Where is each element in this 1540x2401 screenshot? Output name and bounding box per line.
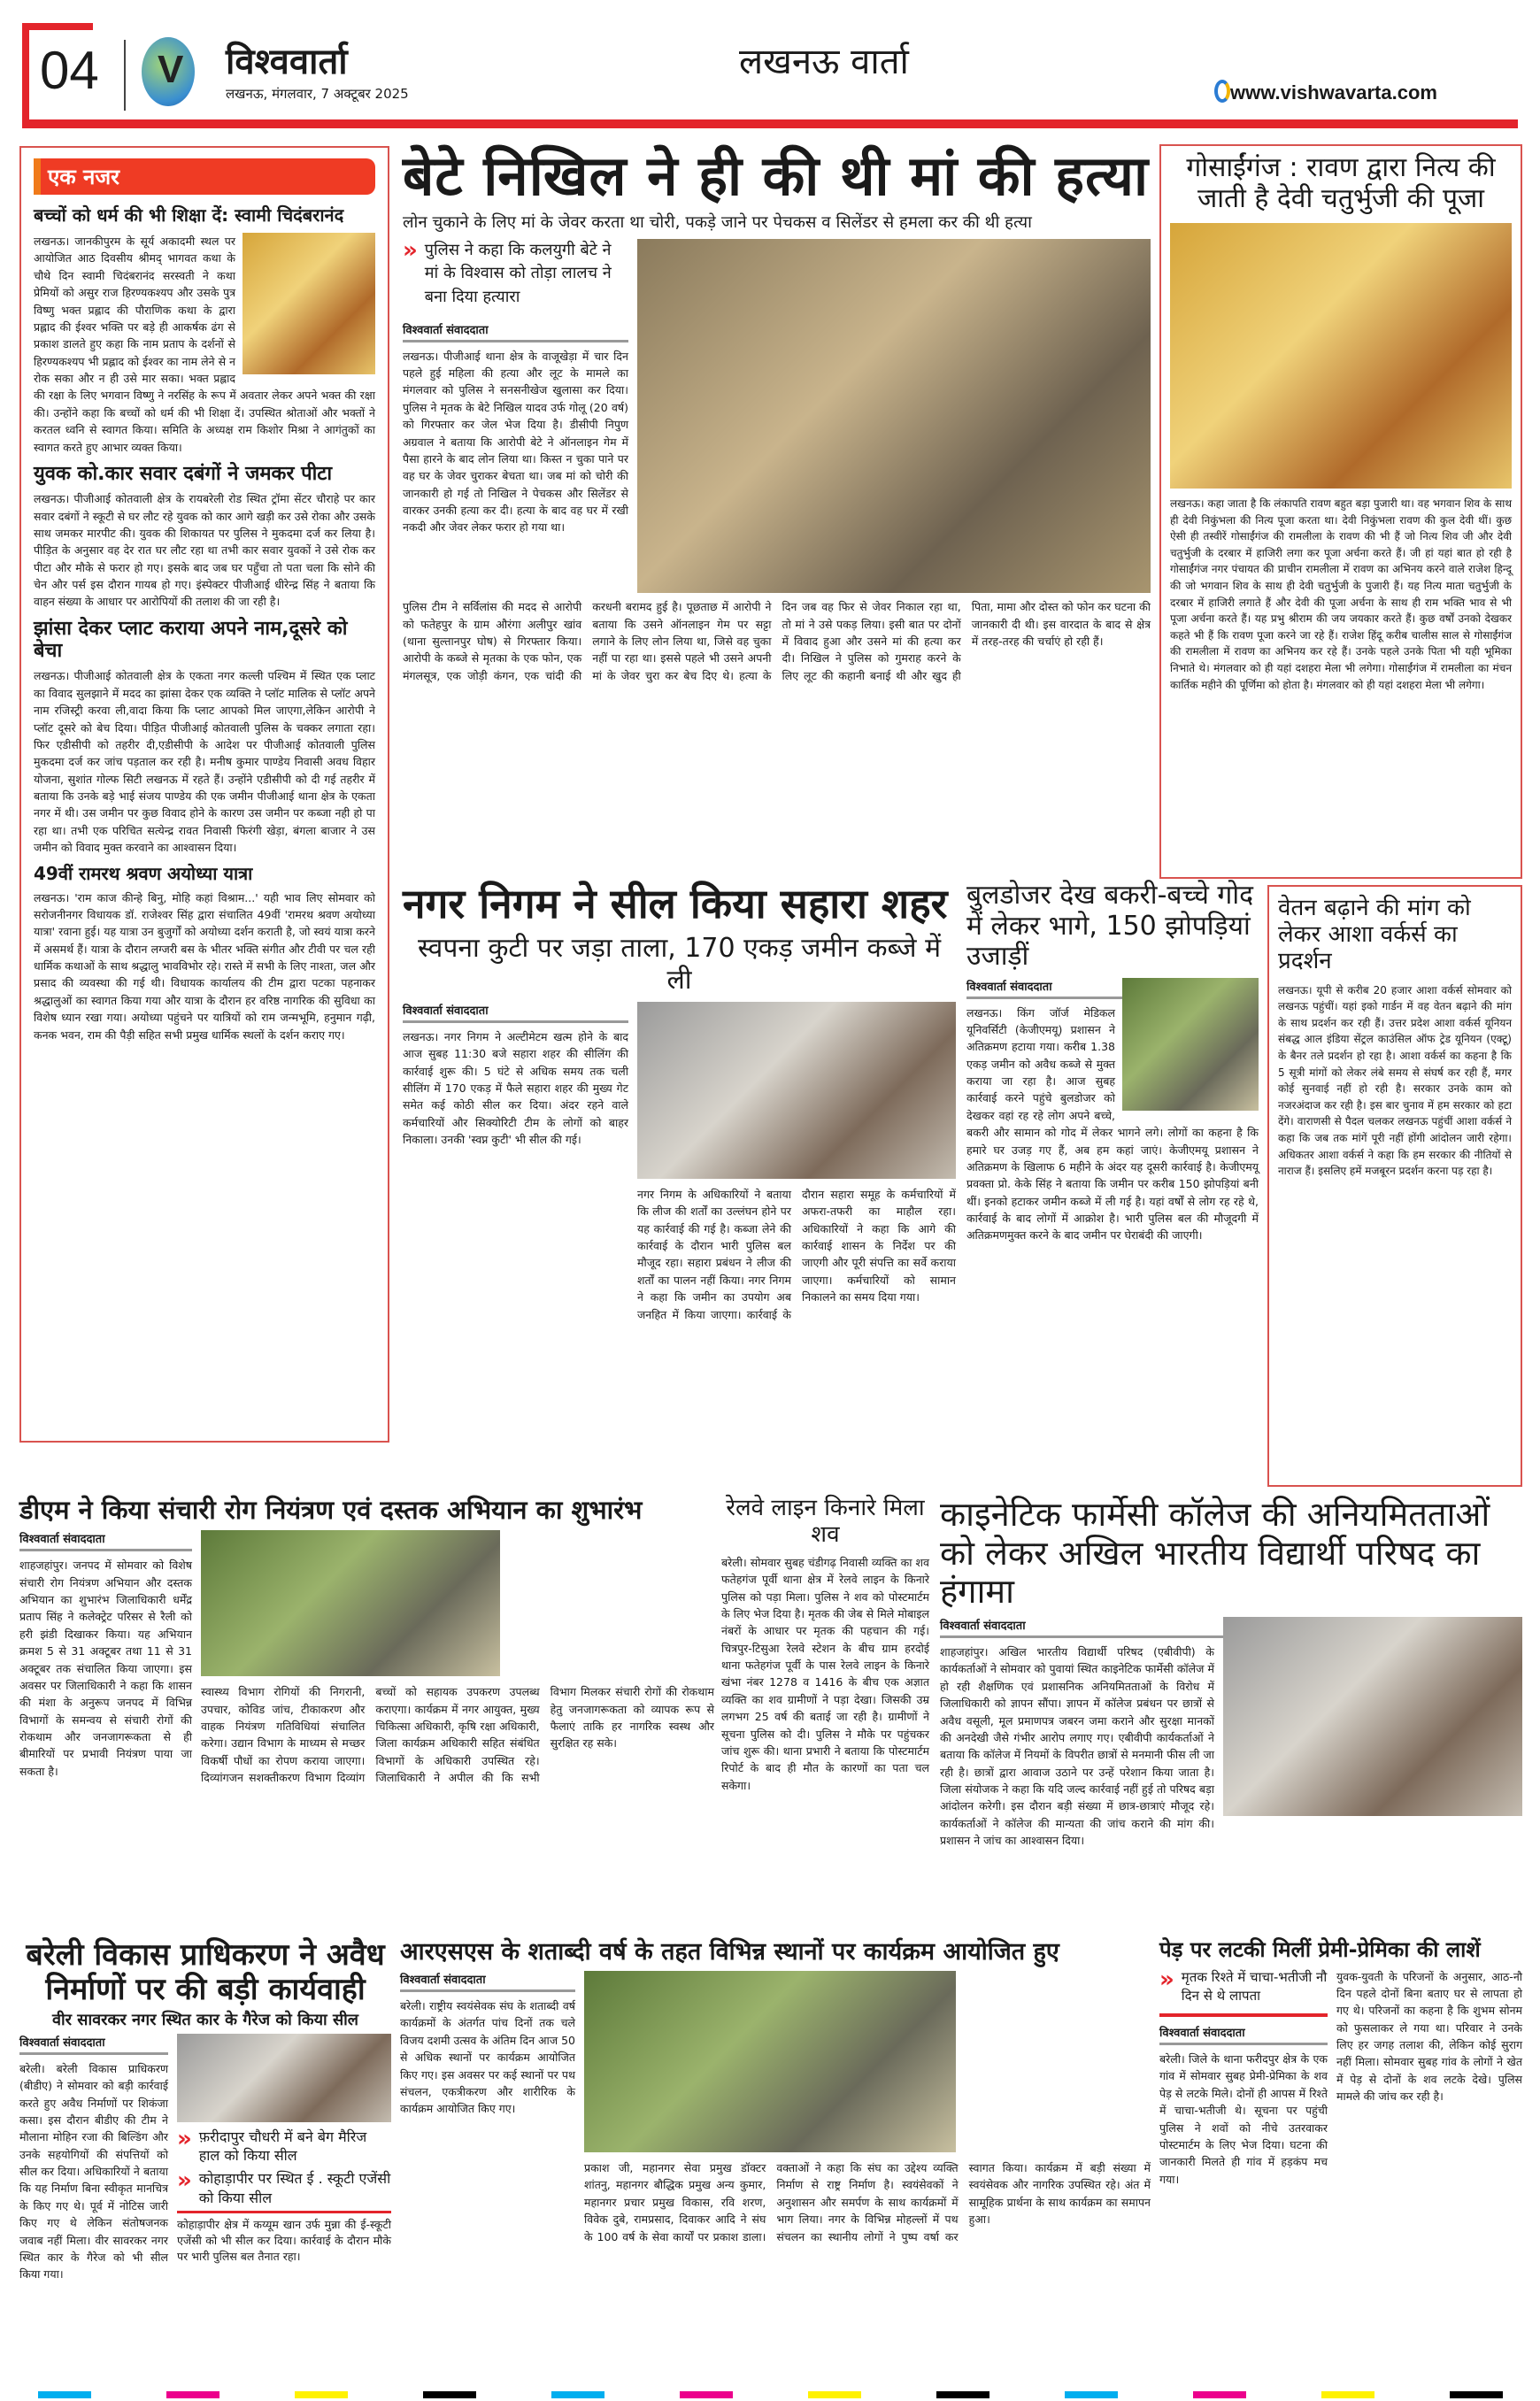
article-photo [243, 233, 375, 374]
tree-headline: पेड़ पर लटकी मिलीं प्रेमी-प्रेमिका की लाशें [1159, 1937, 1481, 1962]
bda-highlight-1 [177, 2125, 391, 2166]
highlight-text: मृतक रिश्ते में चाचा-भतीजी नौ दिन से थे लापता [1181, 1968, 1328, 2005]
gosainganj-photo [1170, 223, 1512, 489]
kinetic-story [940, 1496, 1522, 1850]
rss-continued: प्रकाश जी, महानगर सेवा प्रमुख डॉक्टर शांतनु, महानगर बौद्धिक प्रमुख अन्य कुमार, महानगर प्रचार प्रमुख विकास, रवि शरण, विवेक दुबे, रामप्रसाद, दिवाकर आदि ने संघ के 100 वर्ष के सेवा कार्यों पर प्रकाश डाला। वक्ताओं ने कहा कि संघ का उद्देश्य व्यक्ति निर्माण से राष्ट्र निर्माण है। स्वयंसेवकों ने अनुशासन और समर्पण के साथ कार्यक्रमों में भाग लिया। नगर के विभिन्न मोहल्लों में पथ संचलन का स्थानीय लोगों ने पुष्प वर्षा कर स्वागत किया। कार्यक्रम में बड़ी संख्या में स्वयंसेवक और नागरिक उपस्थित रहे। अंत में सामूहिक प्रार्थना के साथ कार्यक्रम का समापन हुआ। [584, 2161, 1151, 2243]
byline: विश्ववार्ता संवाददाता [403, 321, 628, 342]
article-title: झांसा देकर प्लाट कराया अपने नाम,दूसरे को बेचा [34, 617, 348, 663]
railway-body: बरेली। सोमवार सुबह चंडीगढ़ निवासी व्यक्ति का शव फतेहगंज पूर्वी थाना क्षेत्र में रेलवे लाइन के किनारे पुलिस को पड़ा मिला। पुलिस ने शव को पोस्टमार्टम के लिए भेज दिया है। मृतक की जेब से मिले मोबाइल नंबरों के आधार पर मृतक की पहचान की गई। चित्रपुर-टिसुआ रेलवे स्टेशन के बीच ग्राम हरदोई थाना फतेहगंज पूर्वी के पास रेलवे लाइन के किनारे खंभा नंबर 1278 व 1416 के बीच एक अज्ञात व्यक्ति का शव ग्रामीणों ने पड़ा देखा। जिसकी उम्र लगभग 25 वर्ष की बताई जा रही है। ग्रामीणों ने सूचना पुलिस को दी। पुलिस ने मौके पर पहुंचकर जांच शुरू की। थाना प्रभारी ने बताया कि पोस्टमार्टम रिपोर्ट के बाद ही मौत के कारणों का पता चल सकेगा। [721, 1555, 929, 1792]
lead-row [403, 239, 1151, 593]
bda-headline: बरेली विकास प्राधिकरण ने अवैध निर्माणों पर की बड़ी कार्यवाही [26, 1937, 385, 2008]
highlight-text: फ़रीदापुर चौधरी में बने बेग मैरिज हाल को किया सील [198, 2128, 367, 2165]
article-body: बरेली। जिले के थाना फरीदपुर क्षेत्र के एक गांव में सोमवार सुबह प्रेमी-प्रेमिका के शव पेड़ से लटके मिले। दोनों ही आपस में रिश्ते में चाचा-भतीजी थे। सूचना पर पहुंची पुलिस ने शवों को नीचे उतरवाकर पोस्टमार्टम के लिए भेज दिया। घटना की जानकारी मिलते ही गांव में हड़कंप मच गया। [1159, 2052, 1328, 2186]
bda-right [177, 2034, 391, 2266]
website-link[interactable]: www.vishwavarta.com [1230, 81, 1437, 104]
lead-highlight [403, 239, 628, 308]
ek-nazar-box [19, 146, 389, 1443]
gosainganj-headline: गोसाईंगंज : रावण द्वारा नित्य की जाती है देवी चतुर्भुजी की पूजा [1186, 152, 1496, 214]
asha-headline: वेतन बढ़ाने की मांग को लेकर आशा वर्कर्स का प्रदर्शन [1278, 895, 1471, 974]
article-body: शाहजहांपुर। जनपद में सोमवार को विशेष संचारी रोग नियंत्रण अभियान और दस्तक अभियान का शुभारंभ जिलाधिकारी धर्मेंद्र प्रताप सिंह ने कलेक्ट्रेट परिसर से रैली को हरी झंडी दिखाकर किया। यह अभियान क्रमश 5 से 31 अक्टूबर तथा 11 से 31 अक्टूबर तक संचालित किया जाएगा। इस अवसर पर जिलाधिकारी ने कहा कि शासन की मंशा के अनुरूप जनपद में विभिन्न विभागों के समन्वय से संचारी रोगों की रोकथाम और जनजागरूकता से ही बीमारियों पर प्रभावी नियंत्रण पाया जा सकता है। [19, 1558, 192, 1778]
gosainganj-box [1159, 144, 1522, 879]
dm-right [201, 1530, 714, 1786]
byline: विश्ववार्ता संवाददाता [403, 1002, 628, 1023]
bulldozer-photo [1122, 978, 1259, 1111]
bda-highlight-2 [177, 2166, 391, 2207]
lead-continued: पुलिस टीम ने सर्विलांस की मदद से आरोपी को फतेहपुर के ग्राम औरंगा अलीपुर खांव (थाना सुल्तानपुर घोष) से गिरफ्तार किया। आरोपी के कब्जे से मृतका के एक फोन, एक मंगलसूत्र, एक जोड़ी कंगन, एक चांदी की करधनी बरामद हुई है। पूछताछ में आरोपी ने बताया कि उसने ऑनलाइन गेम पर सट्टा लगाने के लिए लोन लिया था, जिसे वह चुका नहीं पा रहा था। इससे पहले भी उसने अपनी मां के जेवर चुरा कर बेच दिए थे। हत्या के दिन जब वह फिर से जेवर निकाल रहा था, तो मां ने उसे पकड़ लिया। इसी बात पर दोनों में विवाद हुआ और उसने मां की हत्या कर दी। निखिल ने पुलिस को गुमराह करने के लिए लूट की कहानी बनाई थी और खुद ही पिता, मामा और दोस्त को फोन कर घटना की जानकारी दी थी। इस वारदात के बाद से क्षेत्र में तरह-तरह की चर्चाएं हो रही हैं। [403, 600, 1151, 682]
rss-column [400, 1971, 575, 2118]
rss-right [584, 1971, 1151, 2245]
article-title: युवक को.कार सवार दबंगों ने जमकर पीटा [34, 462, 333, 485]
header-border-top [22, 23, 93, 30]
tree-column [1159, 1968, 1328, 2189]
bda-photo [177, 2034, 391, 2122]
byline: विश्ववार्ता संवाददाता [19, 1530, 192, 1551]
byline: विश्ववार्ता संवाददाता [966, 978, 1259, 999]
article-title: बच्चों को धर्म की भी शिक्षा दें: स्वामी चिदंबरानंद [34, 204, 344, 226]
highlight-text: पुलिस ने कहा कि कलयुगी बेटे ने मां के विश्वास को तोड़ा लालच ने बना दिया हत्यारा [424, 241, 612, 306]
article-body: शाहजहांपुर। अखिल भारतीय विद्यार्थी परिषद (एबीवीपी) के कार्यकर्ताओं ने सोमवार को पुवायां स्थित काइनेटिक फार्मेसी कॉलेज में हो रही शैक्षणिक एवं प्रशासनिक अनियमितताओं के विरोध में जिलाधिकारी को ज्ञापन सौंपा। ज्ञापन में कॉलेज प्रबंधन पर छात्रों से अवैध वसूली, मूल प्रमाणपत्र जबरन जमा कराने और सुरक्षा मानकों की अनदेखी जैसे गंभीर आरोप लगाए गए। एबीवीपी कार्यकर्ताओं ने बताया कि कॉलेज में नियमों के विपरीत छात्रों से मनमानी फीस ली जा रही है। छात्रों द्वारा आवाज उठाने पर उन्हें परेशान किया जाता है। जिला संयोजक ने कहा कि यदि जल्द कार्रवाई नहीं हुई तो परिषद बड़ा आंदोलन करेगी। इस दौरान बड़ी संख्या में छात्र-छात्राएं मौजूद रहे। कार्यकर्ताओं ने कॉलेज की मान्यता की जांच कराने की मांग की। प्रशासन ने जांच का आश्वासन दिया। [940, 1645, 1214, 1848]
chevron-icon: » [1159, 1966, 1174, 1993]
lead-story [403, 144, 1151, 684]
byline: विश्ववार्ता संवाददाता [940, 1617, 1522, 1638]
tree-highlight [1159, 1968, 1328, 2007]
bda-highlight-body: कोहाड़ापीर क्षेत्र में कय्यूम खान उर्फ मुन्ना की ई-स्कूटी एजेंसी को भी सील कर दिया। कार्रवाई के दौरान मौके पर भारी पुलिस बल तैनात रहा। [177, 2218, 391, 2264]
bda-row [19, 2034, 391, 2283]
article-body: बरेली। राष्ट्रीय स्वयंसेवक संघ के शताब्दी वर्ष कार्यक्रमों के अंतर्गत पांच दिनों तक चले विजय दशमी उत्सव के अंतिम दिन आज 50 से अधिक स्थानों पर कार्यक्रम आयोजित किए गए। इस अवसर पर कई स्थानों पर पथ संचलन, एकत्रीकरण और शारीरिक के कार्यक्रम आयोजित किए गए। [400, 1999, 575, 2116]
tree-row [1159, 1968, 1522, 2189]
highlight-text: कोहाड़ापीर पर स्थित ई . स्कूटी एजेंसी को किया सील [198, 2169, 391, 2206]
lead-headline: बेटे निखिल ने ही की थी मां की हत्या [403, 143, 1150, 208]
article-body: लखनऊ। यूपी से करीब 20 हजार आशा वर्कर्स सोमवार को लखनऊ पहुंचीं। यहां इको गार्डन में वह वेतन बढ़ाने की मांग के साथ प्रदर्शन कर रही हैं। उत्तर प्रदेश आशा वर्कर्स यूनियन संबद्ध आल इंडिया सेंट्रल काउंसिल ऑफ ट्रेड यूनियन (एक्टू) के बैनर तले प्रदर्शन हो रहा है। आशा वर्कर्स का कहना है कि 5 सूत्री मांगों को लेकर लंबे समय से संघर्ष कर रही हैं, मगर कोई सुनवाई नहीं हो रही है। सरकार उनके काम को नजरअंदाज कर रही है। इस बार चुनाव में हम सरकार को हटा देंगे। वाराणसी से पैदल चलकर लखनऊ पहुंचीं आशा वर्कर्स ने कहा कि जब तक मांगें पूरी नहीं होंगी आंदोलन जारी रहेगा। अधिकतर आशा वर्कर्स ने कहा कि हम सरकार की नीतियों से नाराज हैं। इसलिए हमें मजबूरन प्रदर्शन करना पड़ रहा है। [1278, 983, 1512, 1178]
header-rule [22, 119, 1518, 128]
dm-column [19, 1530, 192, 1780]
sahara-headline: नगर निगम ने सील किया सहारा शहर [403, 880, 948, 927]
article-body: लखनऊ। कहा जाता है कि लंकापति रावण बहुत बड़ा पुजारी था। वह भगवान शिव के साथ ही देवी निकुंभला की नित्य पूजा करता था। देवी निकुंभला रावण की कुल देवी थीं। कुछ ऐसी ही तस्वीरें गोसाईंगंज की रामलीला के रावण की भी हैं जो नित्य शिव जी और देवी चतुर्भुजी के दरबार में हाजिरी लगा कर पूजा अर्चना करते हैं। जी हां यहां बात हो रही है गोसाईंगंज नगर पंचायत की प्राचीन रामलीला में रावण का अभिनय करने वाले राजेश हिन्दू की जो भगवान शिव के साथ ही देवी चतुर्भुजी के पुजारी हैं। यह नित्य माता चतुर्भुजी के दरबार में हाजिरी लगाते हैं और देवी की पूजा अर्चना के साथ ही राम भक्ति भाव से भी पूजा अर्चना करते हैं। यह प्रभु श्रीराम की जय जयकार करते हैं। कुछ वर्षों उनको देखकर कहते भी हैं कि रावण पूजा करने जा रहे हैं। राजेश हिंदू करीब चालीस साल से गोसाईंगंज की रामलीला में रावण का अभिनय कर रहे हैं। उनके पहले उनके पिता भी यही भूमिका निभाते थे। मंगलवार को ही यहां दशहरा मेला भी लगेगा। गोसाईंगंज में रामलीला का मंचन कार्तिक महीने की पूर्णिमा को होता है। मंगलवार को ही यहां दशहरा मेला भी लगेगा। [1170, 497, 1512, 691]
rss-headline: आरएसएस के शताब्दी वर्ष के तहत विभिन्न स्थानों पर कार्यक्रम आयोजित हुए [400, 1938, 1059, 1966]
article-body: लखनऊ। पीजीआई थाना क्षेत्र के वाजूखेड़ा में चार दिन पहले हुई महिला की हत्या और लूट के मामले का मंगलवार को पुलिस ने सनसनीखेज खुलासा कर दिया। पुलिस ने मृतक के बेटे निखिल यादव उर्फ गोलू (20 वर्ष) को गिरफ्तार कर जेल भेज दिया है। डीसीपी निपुण अग्रवाल ने बताया कि आरोपी बेटे ने ऑनलाइन गेम में पैसा हारने के बाद लोन लिया था। किस्त न चुका पाने पर वह घर के जेवर चुराकर बेचता था। जब मां को चोरी की जानकारी हो गई तो निखिल ने पेचकस और सिलेंडर से वारकर उनकी हत्या कर दी। हत्या के बाद वह घर में रखी नकदी और जेवर लेकर फरार हो गया था। [403, 349, 628, 535]
byline: विश्ववार्ता संवाददाता [400, 1971, 575, 1992]
kinetic-headline: काइनेटिक फार्मेसी कॉलेज की अनियमितताओं को लेकर अखिल भारतीय विद्यार्थी परिषद का हंगामा [940, 1495, 1490, 1612]
lead-photo [637, 239, 1151, 593]
bda-deck: वीर सावरकर नगर स्थित कार के गैरेज को किया सील [52, 2011, 358, 2030]
sahara-deck: स्वपना कुटी पर जड़ा ताला, 170 एकड़ जमीन कब्जे में ली [417, 932, 942, 996]
article-title: 49वीं रामरथ श्रवण अयोध्या यात्रा [34, 862, 253, 884]
railway-headline: रेलवे लाइन किनारे मिला शव [726, 1495, 925, 1548]
chevron-icon: » [177, 2166, 192, 2194]
article-body: लखनऊ। नगर निगम ने अल्टीमेटम खत्म होने के बाद आज सुबह 11:30 बजे सहारा शहर की सीलिंग की कार्रवाई शुरू की। 5 घंटे से अधिक समय तक चली सीलिंग में 170 एकड़ में फैले सहारा शहर की मुख्य गेट समेत कई कोठी सील कर दिया। अंदर रहने वाले कर्मचारियों और सिक्योरिटी टीम के लोगों को बाहर निकाला। उनकी 'स्वप्न कुटी' भी सील की गई। [403, 1029, 628, 1147]
divider [1159, 2013, 1328, 2017]
ek-nazar-label: एक नजर [34, 158, 375, 195]
sahara-column [403, 1002, 628, 1149]
rss-photo [584, 1971, 956, 2152]
lead-column [403, 239, 628, 535]
sahara-photo [637, 1002, 956, 1179]
railway-story [721, 1496, 929, 1794]
article-body: बरेली। बरेली विकास प्राधिकरण (बीडीए) ने सोमवार को बड़ी कार्रवाई करते हुए अवैध निर्माणों पर शिकंजा कसा। इस दौरान बीडीए की टीम ने मौलाना मोहिन रजा की बिल्डिंग और उनके सहयोगियों की संपत्तियों को सील कर दिया। अधिकारियों ने बताया कि यह निर्माण बिना स्वीकृत मानचित्र के किए गए थे। पूर्व में नोटिस जारी किए गए थे लेकिन संतोषजनक जवाब नहीं मिला। वीर सावरकर नगर स्थित कार के गैरेज को भी सील किया गया। [19, 2061, 168, 2282]
asha-box [1267, 885, 1522, 1487]
header-divider [124, 40, 126, 111]
sahara-continued: नगर निगम के अधिकारियों ने बताया कि लीज की शर्तों का उल्लंघन होने पर यह कार्रवाई की गई है। कब्जा लेने की कार्रवाई के दौरान भारी पुलिस बल मौजूद रहा। सहारा प्रबंधन ने लीज की शर्तों का पालन नहीं किया। नगर निगम ने कहा कि जमीन का उपयोग अब जनहित में किया जाएगा। कार्रवाई के दौरान सहारा समूह के कर्मचारियों में अफरा-तफरी का माहौल रहा। अधिकारियों ने कहा कि आगे की कार्रवाई शासन के निर्देश पर की जाएगी और पूरी संपत्ति का सर्वे कराया जाएगा। कर्मचारियों को सामान निकालने का समय दिया गया। [637, 1187, 956, 1321]
article-body: लखनऊ। पीजीआई कोतवाली क्षेत्र के एकता नगर कल्ली पश्चिम में स्थित एक प्लाट का विवाद सुलझाने में मदद का झांसा देकर एक व्यक्ति ने प्लॉट मालिक से प्लॉट अपने नाम रजिस्ट्री करवा ली,वादा किया कि प्लाट आपको मिल जाएगा,लेकिन आरोपी ने प्लॉट दूसरे को बेच दिया। पीड़ित पीजीआई कोतवाली पुलिस के चक्कर लगाता रहा। फिर एडीसीपी को तहरीर दी,एडीसीपी के आदेश पर पीजीआई कोतवाली पुलिस मुकदमा दर्ज कर जांच पड़ताल कर रही है। मनीष कुमार पाण्डेय निवासी अवध विहार योजना, सुशांत गोल्फ सिटी लखनऊ में रहते हैं। उन्होंने एडीसीपी को दी गई तहरीर में बताया कि उनके बड़े भाई संजय पाण्डेय की एक जमीन पीजीआई थाना क्षेत्र के एकता नगर में थी। उस जमीन पर कुछ विवाद होने के कारण उस जमीन पर कब्जा नही हो पा रहा था। तभी एक परिचित सत्येन्द्र रावत निवासी फिरंगी खेड़ा, बंगला बाजार ने उस जमीन को विवाद मुक्त करवाने का आश्वासन दिया। [34, 669, 375, 855]
sahara-right [637, 1002, 956, 1323]
bda-column [19, 2034, 168, 2283]
bda-story [19, 1938, 391, 2283]
lead-deck: लोन चुकाने के लिए मां के जेवर करता था चोरी, पकड़े जाने पर पेचकस व सिलेंडर से हमला कर की थी हत्या [403, 213, 1032, 233]
page-number: 04 [40, 41, 99, 100]
chevron-icon: » [403, 237, 418, 265]
kinetic-photo [1223, 1617, 1522, 1816]
brand-logo: V [142, 37, 195, 106]
byline: विश्ववार्ता संवाददाता [19, 2034, 168, 2055]
section-title: लखनऊ वार्ता [739, 42, 909, 82]
bulldozer-headline: बुलडोजर देख बकरी-बच्चे गोद में लेकर भागे, 150 झोपड़ियां उजाड़ीं [966, 880, 1254, 972]
dateline: लखनऊ, मंगलवार, 7 अक्टूबर 2025 [226, 86, 409, 102]
byline: विश्ववार्ता संवाददाता [1159, 2024, 1328, 2045]
article-body: लखनऊ। 'राम काज कीन्हे बिनु, मोहि कहां विश्राम...' यही भाव लिए सोमवार को सरोजनीनगर विधायक डॉ. राजेश्वर सिंह द्वारा संचालित 49वीं 'रामरथ श्रवण अयोध्या यात्रा' रवाना हुई। यह यात्रा उन बुजुर्गों को अयोध्या दर्शन कराती है, जो स्वयं यात्रा करने में असमर्थ हैं। यात्रा के दौरान लग्जरी बस के भीतर भक्ति संगीत और टीवी पर चल रही धार्मिक कथाओं के साथ श्रद्धालु भावविभोर रहे। रास्ते में सभी के लिए नाश्ता, जल और प्रसाद की व्यवस्था की गई थी। विधायक कार्यालय की टीम द्वारा पटका पहनाकर श्रद्धालुओं का स्वागत किया गया और यात्रा के दौरान हर वरिष्ठ नागरिक की सुविधा का विशेष ध्यान रखा गया। अयोध्या पहुंचने पर यात्रियों को राम जन्मभूमि, हनुमान गढ़ी, कनक भवन, राम की पैड़ी सहित सभी प्रमुख धार्मिक स्थलों के दर्शन कराए गए। [34, 890, 375, 1042]
header-border-left [22, 23, 29, 127]
tree-continued: युवक-युवती के परिजनों के अनुसार, आठ-नौ दिन पहले दोनों बिना बताए घर से लापता हो गए थे। परिजनों का कहना है कि शुभम सोनम को फुसलाकर ले गया था। परिवार ने उनके लिए हर जगह तलाश की, लेकिन कोई सुराग नहीं मिला। सोमवार सुबह गांव के लोगों ने खेत में पेड़ से दोनों के शव लटके देखे। पुलिस मामले की जांच कर रही है। [1336, 1969, 1522, 2104]
bulldozer-story [966, 881, 1259, 1244]
divider [177, 2211, 391, 2213]
rss-story [400, 1938, 1151, 2245]
tree-story [1159, 1938, 1522, 2188]
brand-name: विश्ववार्ता [226, 42, 348, 82]
dm-photo [201, 1530, 500, 1676]
color-registration-strip [0, 2391, 1540, 2400]
dm-row [19, 1530, 714, 1786]
article-body: लखनऊ। जानकीपुरम के सूर्य अकादमी स्थल पर आयोजित आठ दिवसीय श्रीमद् भागवत कथा के चौथे दिन स्वामी चिदंबरानंद सरस्वती ने कथा प्रेमियों को असुर राज हिरण्यकश्यप और उसके पुत्र विष्णु भक्त प्रह्लाद की पौराणिक कथा के द्वारा प्रह्लाद की ईश्वर भक्ति पर बड़े ही आकर्षक ढंग से प्रकाश डालते हुए कहा कि नाम प्रताप के दर्शनों से हिरण्यकश्यप भी प्रह्लाद को ईश्वर का नाम लेने से न रोक सका और न ही उसे मार सका। भक्त प्रह्लाद की रक्षा के लिए भगवान विष्णु ने नरसिंह के रूप में अवतार लेकर अपने भक्त की रक्षा की। उन्होंने कहा कि बच्चों को धर्म की भी शिक्षा दें। उपस्थित श्रोताओं और भक्तों ने करतल ध्वनि से स्वागत किया। समिति के अध्यक्ष राम किशोर मिश्रा ने आगंतुकों का स्वागत करते हुए आभार व्यक्त किया। [34, 235, 375, 454]
article-body: लखनऊ। पीजीआई कोतवाली क्षेत्र के रायबरेली रोड स्थित ट्रॉमा सेंटर चौराहे पर कार सवार दबंगों ने स्कूटी से घर लौट रहे युवक को कार आगे खड़ी कर उसे रोका और उसके साथ जमकर मारपीट की। युवक की शिकायत पर पुलिस ने मुकदमा दर्ज कर लिया है। पीड़ित के अनुसार वह देर रात घर लौट रहा था तभी कार सवार युवकों ने उसे रोक कर पीटा और मौके से फरार हो गए। इसके बाद जब घर पहुँचा तो पता चला कि सोने की चेन और पर्स इस दौरान गायब हो गए। इंस्पेक्टर पीजीआई धीरेन्द्र सिंह ने बताया कि वाहन संख्या के आधार पर आरोपियों की तलाश की जा रही है। [34, 492, 375, 609]
sahara-row [403, 1002, 956, 1323]
dm-headline: डीएम ने किया संचारी रोग नियंत्रण एवं दस्तक अभियान का शुभारंभ [19, 1495, 643, 1525]
bulldozer-body: लखनऊ। किंग जॉर्ज मेडिकल यूनिवर्सिटी (केजीएमयू) प्रशासन ने अतिक्रमण हटाया गया। करीब 1.38 एकड़ जमीन को अवैध कब्जे से मुक्त कराया जा रहा है। आज सुबह कार्रवाई करने पहुंचे बुलडोजर को देखकर वहां रह रहे लोग अपने बच्चे, बकरी और सामान को गोद में लेकर भागने लगे। लोगों का कहना है कि हमारे घर उजड़ गए हैं, अब हम कहां जाएं। केजीएमयू प्रशासन ने अतिक्रमण के खिलाफ 6 महीने के अंदर यह दूसरी कार्रवाई है। केजीएमयू प्रवक्ता प्रो. केके सिंह ने बताया कि जमीन पर करीब 150 झोपड़ियां बनी थीं। इनको हटाकर जमीन कब्जे में ली गई है। यहां वर्षों से लोग रह रहे थे, कार्रवाई के बाद लोगों में आक्रोश है। भारी पुलिस बल की मौजूदगी में अतिक्रमणमुक्त करने के बाद जमीन पर घेराबंदी की जाएगी। [966, 1005, 1259, 1243]
dm-continued: स्वास्थ्य विभाग रोगियों की निगरानी, उपचार, कोविड जांच, टीकाकरण और वाहक नियंत्रण गतिविधियां संचालित करेगा। उद्यान विभाग के माध्यम से मच्छर विकर्षी पौधों का रोपण कराया जाएगा। दिव्यांगजन सशक्तीकरण विभाग दिव्यांग बच्चों को सहायक उपकरण उपलब्ध कराएगा। कार्यक्रम में नगर आयुक्त, मुख्य चिकित्सा अधिकारी, कृषि रक्षा अधिकारी, जिला कार्यक्रम अधिकारी सहित संबंधित विभागों के अधिकारी उपस्थित रहे। जिलाधिकारी ने अपील की कि सभी विभाग मिलकर संचारी रोगों की रोकथाम हेतु जनजागरूकता को व्यापक रूप से फैलाएं ताकि हर नागरिक स्वस्थ और सुरक्षित रह सके। [201, 1685, 714, 1785]
browser-icon [1214, 80, 1230, 103]
rss-row [400, 1971, 1151, 2245]
sahara-story [403, 881, 956, 1323]
chevron-icon: » [177, 2125, 192, 2152]
dm-story [19, 1496, 714, 1787]
